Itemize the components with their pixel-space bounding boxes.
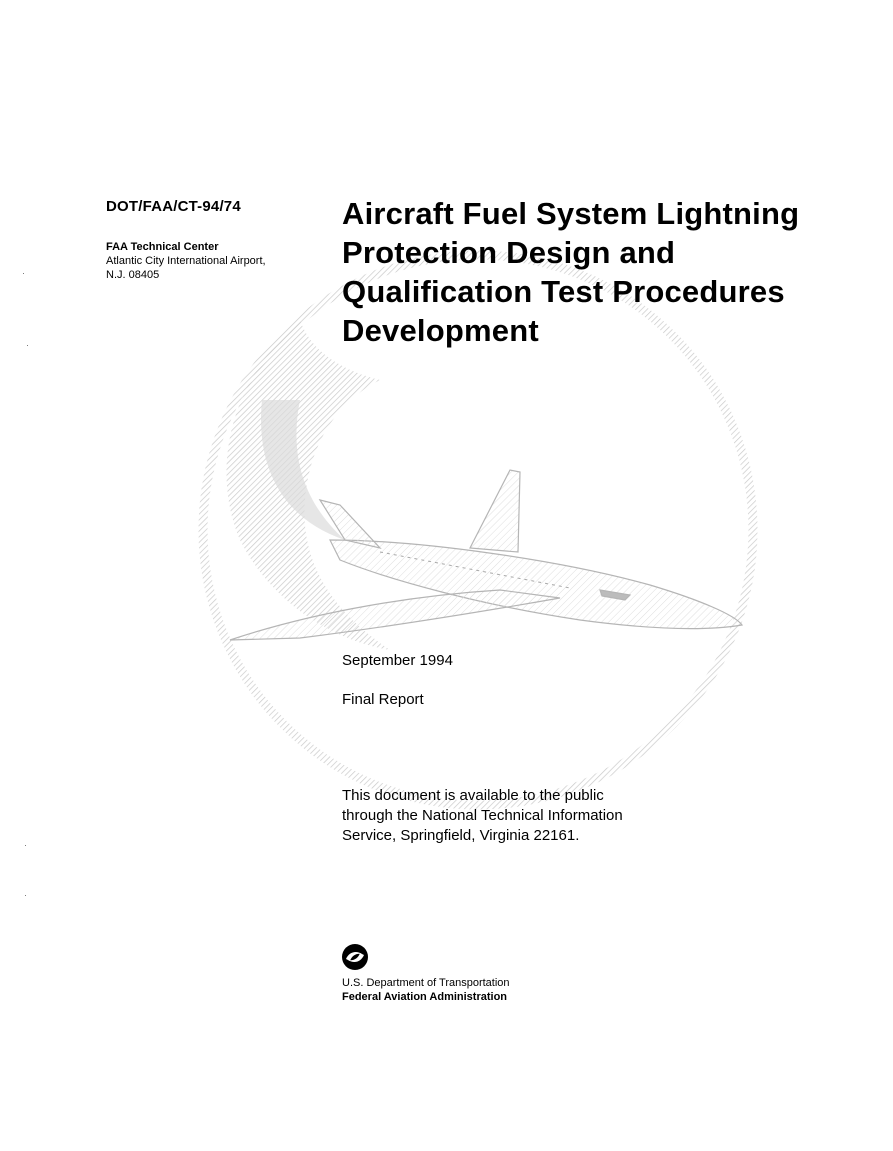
title-line: Development — [342, 313, 539, 348]
report-type: Final Report — [342, 691, 424, 708]
report-date: September 1994 — [342, 652, 453, 669]
report-title — [342, 194, 842, 350]
scan-speck: · — [26, 340, 29, 350]
title-line: Protection Design and — [342, 235, 676, 270]
organization-block — [106, 240, 266, 282]
scan-speck: · — [24, 890, 27, 900]
title-line: Aircraft Fuel System Lightning — [342, 196, 800, 231]
organization-address-line2: N.J. 08405 — [106, 269, 160, 281]
scan-speck: · — [24, 840, 27, 850]
organization-address-line1: Atlantic City International Airport, — [106, 255, 266, 267]
title-line: Qualification Test Procedures — [342, 274, 785, 309]
administration-name: Federal Aviation Administration — [342, 991, 508, 1003]
department-name: U.S. Department of Transportation — [342, 977, 510, 989]
report-number: DOT/FAA/CT-94/74 — [106, 198, 241, 215]
organization-name: FAA Technical Center — [106, 241, 219, 253]
dot-logo-icon — [340, 942, 370, 972]
availability-line: through the National Technical Information — [342, 807, 623, 824]
availability-statement — [342, 786, 682, 846]
availability-line: This document is available to the public — [342, 787, 604, 804]
availability-line: Service, Springfield, Virginia 22161. — [342, 827, 580, 844]
department-block — [342, 976, 510, 1004]
scan-speck: · — [22, 268, 25, 278]
